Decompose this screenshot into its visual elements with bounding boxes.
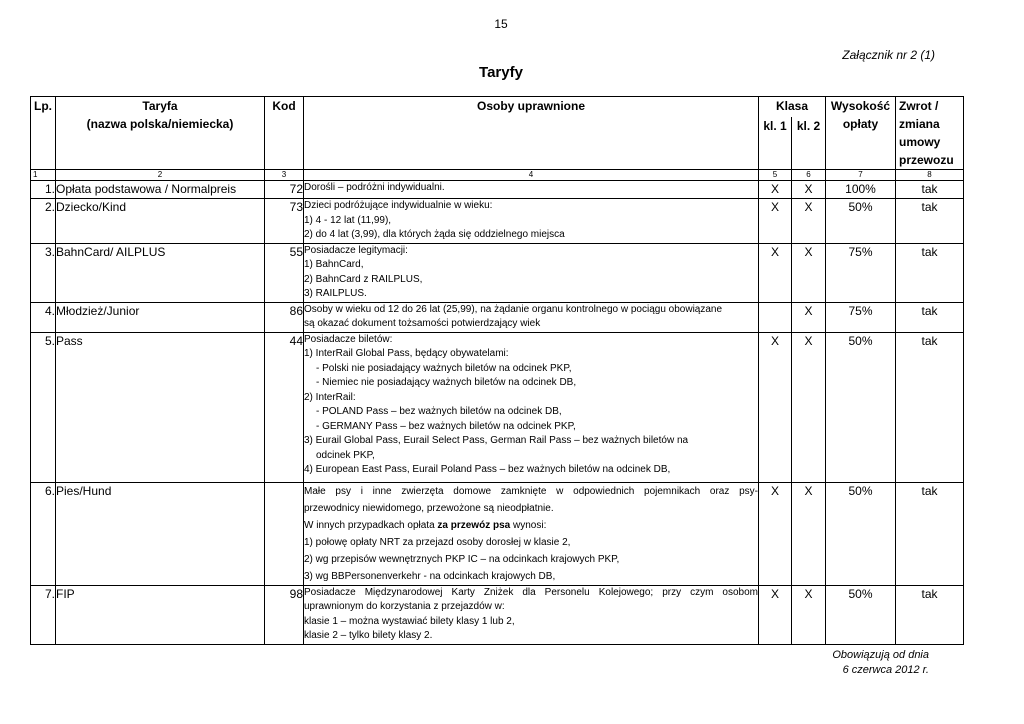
row-lp: 2.: [31, 199, 56, 244]
header-lp: Lp.: [31, 97, 56, 170]
row-fee: 75%: [826, 243, 896, 302]
validity-note: [832, 648, 929, 678]
column-number: 7: [826, 170, 896, 181]
persons-text: W innych przypadkach opłata: [304, 519, 435, 531]
header-fee-line1: Wysokość: [830, 99, 891, 113]
persons-line: uprawnionym do korzystania z przejazdów w:: [304, 601, 505, 612]
persons-line: [304, 517, 758, 534]
row-code: [265, 482, 304, 585]
row-eligible-persons: [304, 302, 759, 332]
persons-line: klasie 2 – tylko bilety klasy 2.: [304, 630, 433, 641]
persons-line: klasie 1 – można wystawiać bilety klasy 1 lub 2,: [304, 615, 515, 627]
row-class-2: X: [792, 332, 826, 482]
persons-line: - POLAND Pass – bez ważnych biletów na odcinek DB,: [316, 406, 562, 417]
row-eligible-persons: [304, 181, 759, 199]
row-code: 98: [265, 585, 304, 644]
row-class-1: X: [759, 332, 792, 482]
persons-text-bold: za przewóz psa: [437, 519, 511, 531]
header-fee-line2: opłaty: [842, 117, 879, 131]
column-number: 5: [759, 170, 792, 181]
header-tariff: [56, 97, 265, 170]
row-class-2: X: [792, 482, 826, 585]
header-row-1: [31, 97, 964, 117]
persons-line: Dzieci podróżujące indywidualnie w wieku:: [304, 200, 493, 211]
row-refund: tak: [896, 181, 964, 199]
header-class: Klasa: [759, 97, 826, 117]
row-tariff-name: Dziecko/Kind: [56, 199, 265, 244]
row-fee: 50%: [826, 199, 896, 244]
persons-line: - Polski nie posiadający ważnych biletów na odcinek PKP,: [316, 362, 572, 374]
persons-line: odcinek PKP,: [316, 449, 375, 461]
header-tariff-line2: (nazwa polska/niemiecka): [86, 117, 234, 131]
header-refund-line1: Zwrot /: [899, 99, 939, 113]
row-class-2: X: [792, 302, 826, 332]
row-class-1: X: [759, 199, 792, 244]
header-refund-line3: umowy: [899, 135, 941, 149]
attachment-label: Załącznik nr 2 (1): [842, 48, 935, 62]
row-tariff-name: Opłata podstawowa / Normalpreis: [56, 181, 265, 199]
persons-line: 1) BahnCard,: [304, 259, 364, 270]
column-number: 8: [896, 170, 964, 181]
column-number: 6: [792, 170, 826, 181]
row-class-1: X: [759, 482, 792, 585]
persons-line: 1) połowę opłaty NRT za przejazd osoby dorosłej w klasie 2,: [304, 536, 571, 548]
row-class-1: X: [759, 243, 792, 302]
row-code: 55: [265, 243, 304, 302]
row-code: 73: [265, 199, 304, 244]
column-number: 3: [265, 170, 304, 181]
table-row: [31, 181, 964, 199]
persons-line: 2) InterRail:: [304, 391, 356, 403]
row-refund: tak: [896, 199, 964, 244]
column-number: 4: [304, 170, 759, 181]
row-refund: tak: [896, 482, 964, 585]
row-refund: tak: [896, 243, 964, 302]
header-tariff-line1: Taryfa: [142, 99, 178, 113]
row-lp: 5.: [31, 332, 56, 482]
row-class-1: X: [759, 585, 792, 644]
header-code: Kod: [265, 97, 304, 170]
column-number: 1: [31, 170, 56, 181]
row-lp: 4.: [31, 302, 56, 332]
header-refund-line2: zmiana: [899, 117, 940, 131]
persons-line: 1) 4 - 12 lat (11,99),: [304, 214, 392, 226]
persons-text: wynosi:: [513, 519, 547, 531]
row-eligible-persons: [304, 199, 759, 244]
row-class-2: X: [792, 181, 826, 199]
persons-line: Posiadacze Międzynarodowej Karty Zniżek dla Personelu Kolejowego; przy czym osobom: [304, 586, 758, 598]
persons-line: 2) do 4 lat (3,99), dla których żąda się oddzielnego miejsca: [304, 229, 565, 240]
row-fee: 50%: [826, 332, 896, 482]
row-refund: tak: [896, 585, 964, 644]
row-eligible-persons: [304, 585, 759, 644]
persons-line: Dorośli – podróżni indywidualni.: [304, 182, 445, 193]
persons-line: - GERMANY Pass – bez ważnych biletów na odcinek PKP,: [316, 420, 576, 432]
table-row: [31, 482, 964, 585]
persons-line: 3) wg BBPersonenverkehr - na odcinkach krajowych DB,: [304, 570, 556, 582]
persons-line: 3) RAILPLUS.: [304, 288, 367, 299]
row-class-2: X: [792, 199, 826, 244]
row-code: 72: [265, 181, 304, 199]
header-class-2: kl. 2: [792, 117, 826, 170]
persons-line: - Niemiec nie posiadający ważnych biletów na odcinek DB,: [316, 377, 577, 388]
header-fee-amount: [826, 97, 896, 170]
table-row: [31, 243, 964, 302]
row-lp: 3.: [31, 243, 56, 302]
table-row: [31, 199, 964, 244]
row-refund: tak: [896, 332, 964, 482]
persons-line: Posiadacze legitymacji:: [304, 244, 408, 256]
row-lp: 1.: [31, 181, 56, 199]
row-code: 86: [265, 302, 304, 332]
row-eligible-persons: [304, 332, 759, 482]
row-refund: tak: [896, 302, 964, 332]
column-number: 2: [56, 170, 265, 181]
table-row: [31, 332, 964, 482]
row-tariff-name: Młodzież/Junior: [56, 302, 265, 332]
persons-line: przewodnicy niewidomego, przewożone są nieodpłatnie.: [304, 502, 554, 514]
column-number-row: [31, 170, 964, 181]
row-tariff-name: BahnCard/ AILPLUS: [56, 243, 265, 302]
row-tariff-name: FIP: [56, 585, 265, 644]
table-row: [31, 302, 964, 332]
page-number: 15: [494, 17, 508, 31]
row-tariff-name: Pies/Hund: [56, 482, 265, 585]
row-code: 44: [265, 332, 304, 482]
row-eligible-persons: [304, 243, 759, 302]
persons-line: 1) InterRail Global Pass, będący obywatelami:: [304, 348, 509, 359]
header-refund-line4: przewozu: [899, 153, 954, 167]
row-fee: 50%: [826, 585, 896, 644]
persons-line: Posiadacze biletów:: [304, 333, 393, 345]
header-refund: [896, 97, 964, 170]
row-fee: 100%: [826, 181, 896, 199]
row-class-2: X: [792, 585, 826, 644]
persons-line: 2) wg przepisów wewnętrznych PKP IC – na odcinkach krajowych PKP,: [304, 553, 620, 565]
persons-line: 2) BahnCard z RAILPLUS,: [304, 273, 423, 285]
validity-line1: Obowiązują od dnia: [832, 649, 929, 661]
persons-line: Osoby w wieku od 12 do 26 lat (25,99), na żądanie organu kontrolnego w pociągu obowiązane: [304, 303, 723, 315]
persons-line: 4) European East Pass, Eurail Poland Pass – bez ważnych biletów na odcinek DB,: [304, 464, 671, 475]
row-lp: 6.: [31, 482, 56, 585]
header-eligible-persons: Osoby uprawnione: [304, 97, 759, 170]
row-fee: 50%: [826, 482, 896, 585]
document-title: Taryfy: [479, 64, 523, 81]
table-row: [31, 585, 964, 644]
row-fee: 75%: [826, 302, 896, 332]
row-class-1: [759, 302, 792, 332]
header-class-1: kl. 1: [759, 117, 792, 170]
persons-line: są okazać dokument tożsamości potwierdzający wiek: [304, 318, 541, 329]
row-tariff-name: Pass: [56, 332, 265, 482]
persons-line: 3) Eurail Global Pass, Eurail Select Pass, German Rail Pass – bez ważnych biletów na: [304, 435, 689, 446]
row-lp: 7.: [31, 585, 56, 644]
row-eligible-persons: [304, 482, 759, 585]
validity-line2: 6 czerwca 2012 r.: [842, 664, 929, 676]
tariffs-table: [30, 96, 964, 645]
persons-line: Małe psy i inne zwierzęta domowe zamknięte w odpowiednich pojemnikach oraz psy-: [304, 485, 758, 497]
row-class-2: X: [792, 243, 826, 302]
row-class-1: X: [759, 181, 792, 199]
